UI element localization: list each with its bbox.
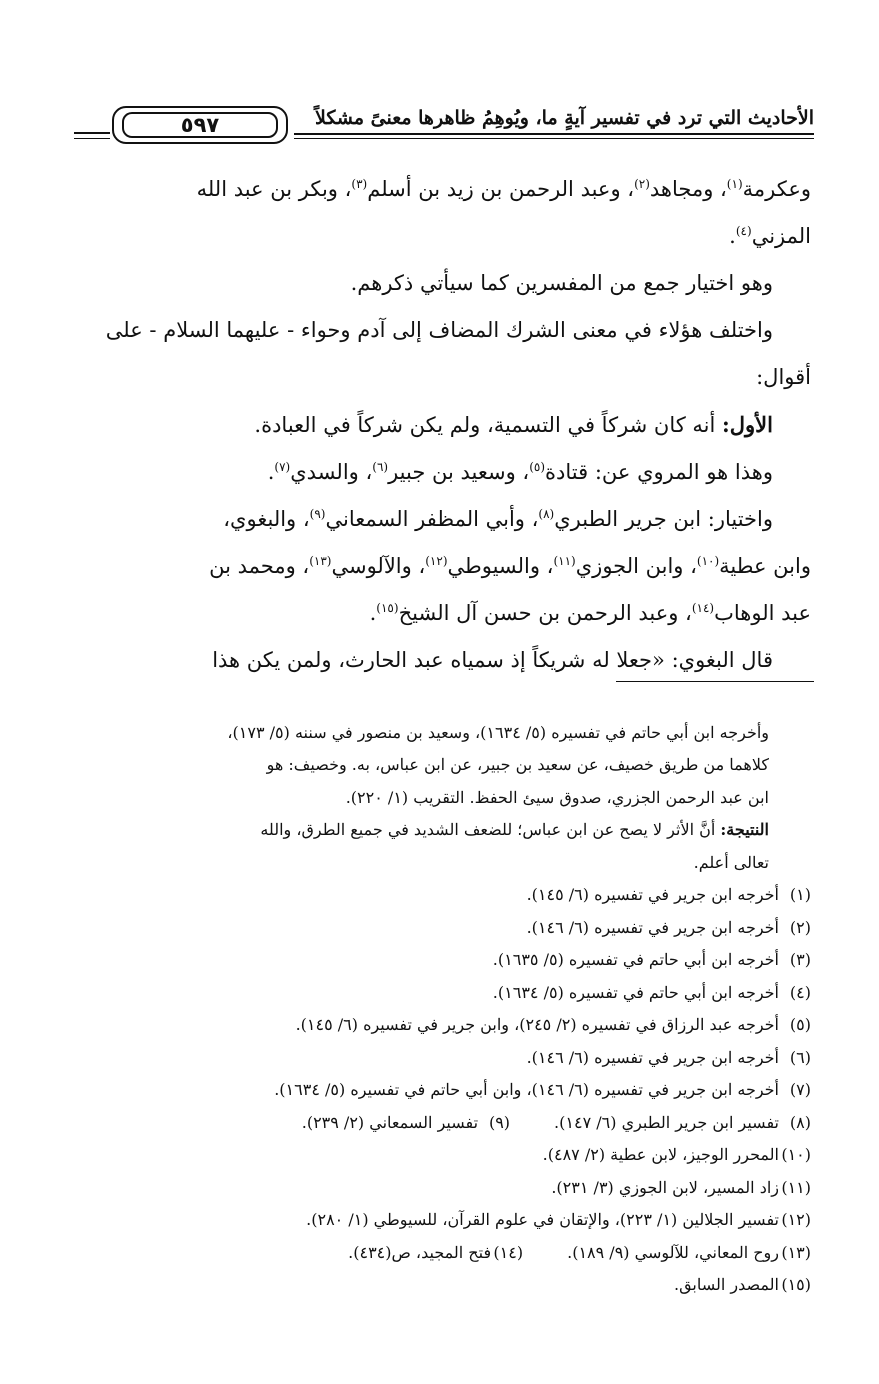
page-number: ٥٩٧: [122, 112, 278, 138]
text-span: وهذا هو المروي عن: قتادة: [545, 460, 773, 484]
text-span: المزني: [751, 224, 811, 248]
footnote: [65, 944, 811, 977]
footnote-continuation: كلاهما من طريق خصيف، عن سعيد بن جبير، عن ابن عباس، به. وخصيف: هو: [266, 755, 769, 774]
footnote-ref: (٢): [634, 177, 650, 191]
footnote: [65, 1204, 811, 1237]
footnote-continuation: ابن عبد الرحمن الجزري، صدوق سيئ الحفظ. التقريب (١/ ٢٢٠).: [345, 787, 769, 807]
footnote: [65, 977, 811, 1010]
footnote-text: فتح المجيد، ص(٤٣٤).: [348, 1242, 492, 1262]
running-header: [74, 104, 814, 154]
footnote-number: (٥): [789, 1015, 811, 1034]
footnote-ref: (٩): [309, 507, 326, 521]
footnote-number: (٩): [488, 1112, 511, 1132]
text-line: [65, 590, 811, 637]
text-span: .: [369, 601, 377, 625]
footnote-text: زاد المسير، لابن الجوزي (٣/ ٢٣١).: [551, 1177, 779, 1197]
footnote: [65, 1074, 811, 1107]
footnote-ref: (٨): [538, 507, 555, 521]
text-line: [65, 543, 811, 590]
page-number-frame: [112, 106, 288, 144]
footnote-text: المصدر السابق.: [673, 1275, 779, 1294]
text-line: [65, 496, 811, 543]
footnote-text: أخرجه ابن جرير في تفسيره (٦/ ١٤٦)، وابن أبي حاتم في تفسيره (٥/ ١٦٣٤).: [274, 1080, 779, 1099]
footnote-number: (٧): [789, 1080, 811, 1099]
text-span: ، وبكر بن عبد الله: [196, 177, 352, 201]
text-line: [65, 401, 811, 449]
text-span: عبد الوهاب: [714, 601, 811, 625]
text-line: قال البغوي: «جعلا له شريكاً إذ سمياه عبد الحارث، ولمن يكن هذا: [212, 648, 773, 672]
footnote-text: تفسير ابن جرير الطبري (٦/ ١٤٧).: [554, 1112, 779, 1132]
footnote-ref: (١٣): [309, 554, 332, 568]
footnote: [65, 879, 811, 912]
footnote-divider: [616, 681, 814, 682]
text-span: وعكرمة: [742, 177, 811, 201]
text-span: ، والآلوسي: [331, 554, 426, 578]
footnote-text: روح المعاني، للآلوسي (٩/ ١٨٩).: [567, 1242, 779, 1262]
footnote-number: (١٤): [493, 1242, 524, 1262]
header-rule: [74, 132, 110, 134]
footnote-number: (٤): [789, 982, 811, 1002]
bold-label: النتيجة:: [720, 820, 769, 839]
text-line: أقوال:: [756, 365, 811, 389]
footnote-text: أخرجه ابن جرير في تفسيره (٦/ ١٤٥).: [526, 885, 779, 904]
footnote-conclusion: [65, 814, 811, 847]
text-line: [65, 166, 811, 213]
footnote-number: (١): [789, 885, 811, 904]
footnote-ref: (٣): [351, 177, 368, 191]
text-span: ، ومجاهد: [649, 177, 727, 201]
footnote-text: أخرجه ابن أبي حاتم في تفسيره (٥/ ١٦٣٥).: [492, 950, 779, 969]
footnote-text: أخرجه ابن جرير في تفسيره (٦/ ١٤٦).: [526, 1047, 779, 1067]
header-rule: [74, 138, 110, 139]
header-rule: [294, 133, 814, 135]
footnote-text: تفسير الجلالين (١/ ٢٢٣)، والإتقان في علوم القرآن، للسيوطي (١/ ٢٨٠).: [306, 1210, 779, 1229]
text-span: أنه كان شركاً في التسمية، ولم يكن شركاً في العبادة.: [254, 413, 723, 437]
footnote-ref: (٥): [529, 460, 546, 474]
main-text: [65, 166, 811, 684]
footnote-ref: (١٥): [376, 601, 399, 615]
footnote: [65, 912, 811, 945]
footnotes: [65, 684, 811, 1302]
footnote-number: (٣): [789, 950, 811, 969]
text-span: وابن عطية: [719, 554, 811, 578]
footnote-ref: (١١): [553, 554, 576, 568]
footnote-number: (١٢): [781, 1210, 811, 1229]
text-span: ، وسعيد بن جبير: [388, 460, 530, 484]
text-span: ، ومحمد بن: [209, 554, 310, 578]
running-title: الأحاديث التي ترد في تفسير آيةٍ ما، ويُوهِمُ ظاهرها معنىً مشكلاً: [315, 107, 814, 129]
bold-label: الأول:: [722, 412, 773, 437]
footnote-text: أخرجه ابن أبي حاتم في تفسيره (٥/ ١٦٣٤).: [492, 982, 779, 1002]
text-span: ، والسيوطي: [447, 554, 554, 578]
footnote-ref: (١): [726, 177, 743, 191]
footnote-continuation: تعالى أعلم.: [693, 852, 769, 872]
footnote-number: (٨): [789, 1112, 811, 1132]
footnote-number: (١١): [781, 1177, 811, 1197]
text-span: ، وابن الجوزي: [575, 554, 697, 578]
text-span: أنَّ الأثر لا يصح عن ابن عباس؛ للضعف الشديد في جميع الطرق، والله: [260, 820, 721, 839]
footnote-pair: [65, 1107, 811, 1140]
footnote-text: أخرجه عبد الرزاق في تفسيره (٢/ ٢٤٥)، وابن جرير في تفسيره (٦/ ١٤٥).: [295, 1015, 779, 1034]
footnote: [65, 1172, 811, 1205]
footnote-number: (٢): [789, 917, 811, 937]
footnote-ref: (١٤): [691, 601, 715, 615]
footnote: [65, 1009, 811, 1042]
text-line: [65, 449, 811, 496]
footnote-number: (١٠): [781, 1145, 811, 1164]
footnote-number: (٦): [789, 1047, 811, 1067]
text-span: ، وعبد الرحمن بن زيد بن أسلم: [367, 177, 635, 201]
footnote-text: أخرجه ابن جرير في تفسيره (٦/ ١٤٦).: [526, 917, 779, 937]
footnote: [65, 1269, 811, 1302]
text-span: واختيار: ابن جرير الطبري: [554, 507, 773, 531]
text-span: .: [729, 224, 736, 248]
footnote-ref: (٧): [274, 460, 291, 474]
text-line: وهو اختيار جمع من المفسرين كما سيأتي ذكرهم.: [350, 271, 773, 295]
footnote: [65, 1042, 811, 1075]
footnote-ref: (٤): [735, 224, 752, 238]
footnote-pair: [65, 1237, 811, 1270]
text-span: ، وعبد الرحمن بن حسن آل الشيخ: [398, 601, 692, 625]
footnote-ref: (١٢): [425, 554, 448, 568]
text-span: ، والبغوي،: [223, 507, 310, 531]
footnote-ref: (٦): [372, 460, 389, 474]
text-line: واختلف هؤلاء في معنى الشرك المضاف إلى آدم وحواء - عليهما السلام - على: [105, 318, 773, 342]
footnote-ref: (١٠): [696, 554, 720, 568]
header-rule: [294, 138, 814, 139]
text-span: ، وأبي المظفر السمعاني: [325, 507, 539, 531]
text-span: .: [267, 460, 275, 484]
footnote-continuation: [65, 684, 811, 717]
footnote: [65, 1139, 811, 1172]
footnote-text: تفسير السمعاني (٢/ ٢٣٩).: [301, 1112, 479, 1132]
footnote-number: (١٥): [781, 1275, 811, 1294]
footnote-number: (١٣): [781, 1242, 811, 1262]
text-span: ، والسدي: [290, 460, 373, 484]
footnote-continuation: وأخرجه ابن أبي حاتم في تفسيره (٥/ ١٦٣٤)، وسعيد بن منصور في سننه (٥/ ١٧٣)،: [227, 722, 769, 742]
footnote-text: المحرر الوجيز، لابن عطية (٢/ ٤٨٧).: [542, 1145, 779, 1164]
text-line: [65, 213, 811, 260]
